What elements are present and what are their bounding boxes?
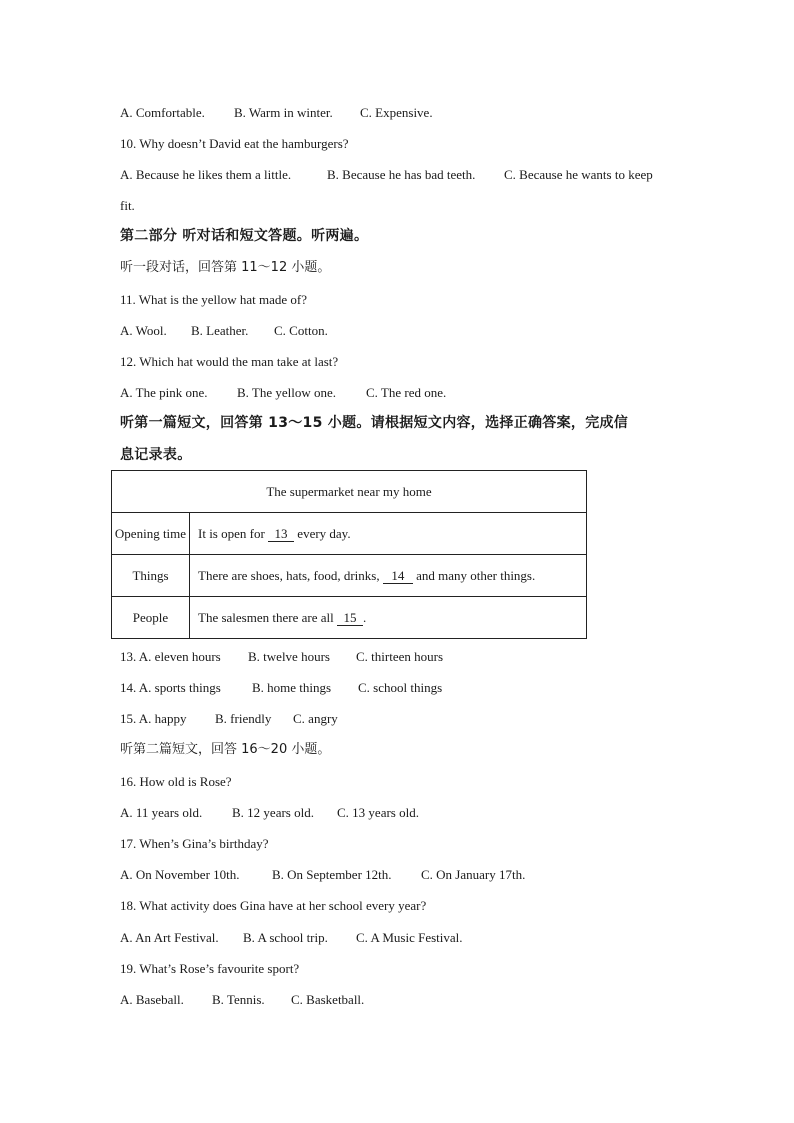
q13-option-c: C. thirteen hours — [356, 649, 444, 664]
table-title: The supermarket near my home — [112, 471, 587, 513]
passage1-instruction-line2: 息记录表。 — [120, 447, 192, 463]
table-title-row — [112, 471, 587, 513]
q11-option-a: A. Wool. — [120, 323, 167, 338]
q18-option-b: B. A school trip. — [243, 930, 328, 945]
passage1-instruction-line1: 听第一篇短文，回答第 13～15 小题。请根据短文内容，选择正确答案，完成信 — [120, 415, 629, 431]
q19-option-a: A. Baseball. — [120, 992, 184, 1007]
q17-option-b: B. On September 12th. — [272, 867, 392, 882]
part2-instruction: 听一段对话，回答第 11～12 小题。 — [120, 260, 331, 275]
q10-option-c-continuation: fit. — [120, 198, 135, 213]
q14-option-b: B. home things — [252, 680, 332, 695]
q10-question: 10. Why doesn’t David eat the hamburgers? — [120, 136, 349, 151]
q16-question: 16. How old is Rose? — [120, 774, 232, 789]
q12-question: 12. Which hat would the man take at last? — [120, 354, 339, 369]
part2-heading: 第二部分 听对话和短文答题。听两遍。 — [120, 228, 369, 244]
row-text-before: The salesmen there are all — [198, 609, 337, 625]
q10-option-a: A. Because he likes them a little. — [120, 167, 292, 182]
table-row — [112, 597, 587, 639]
q9-option-b: B. Warm in winter. — [234, 105, 333, 120]
q18-option-a: A. An Art Festival. — [120, 930, 219, 945]
q15-option-c: C. angry — [293, 711, 338, 726]
q9-option-c: C. Expensive. — [360, 105, 433, 120]
row-text-before: There are shoes, hats, food, drinks, — [198, 567, 383, 583]
row-label-things: Things — [112, 555, 190, 597]
q10-option-c: C. Because he wants to keep — [504, 167, 653, 182]
q11-option-c: C. Cotton. — [274, 323, 328, 338]
q10-option-b: B. Because he has bad teeth. — [327, 167, 476, 182]
table-row — [112, 555, 587, 597]
q16-option-c: C. 13 years old. — [337, 805, 419, 820]
q13-option-a: 13. A. eleven hours — [120, 649, 221, 664]
passage2-instruction: 听第二篇短文，回答 16～20 小题。 — [120, 742, 331, 757]
q19-option-b: B. Tennis. — [212, 992, 265, 1007]
q19-option-c: C. Basketball. — [291, 992, 365, 1007]
row-content-opening-time — [190, 513, 587, 555]
q12-option-c: C. The red one. — [366, 385, 447, 400]
q19-question: 19. What’s Rose’s favourite sport? — [120, 961, 300, 976]
q17-question: 17. When’s Gina’s birthday? — [120, 836, 269, 851]
q12-option-b: B. The yellow one. — [237, 385, 337, 400]
q16-option-a: A. 11 years old. — [120, 805, 203, 820]
q15-option-a: 15. A. happy — [120, 711, 187, 726]
answer-blank-15: 15 — [337, 611, 363, 626]
q16-option-b: B. 12 years old. — [232, 805, 314, 820]
row-label-opening-time: Opening time — [112, 513, 190, 555]
answer-blank-14: 14 — [383, 569, 413, 584]
q11-question: 11. What is the yellow hat made of? — [120, 292, 308, 307]
q18-question: 18. What activity does Gina have at her school every year? — [120, 898, 427, 913]
q13-option-b: B. twelve hours — [248, 649, 330, 664]
row-text-after: and many other things. — [412, 567, 536, 583]
q17-option-a: A. On November 10th. — [120, 867, 240, 882]
info-record-table — [111, 470, 587, 639]
table-row — [112, 513, 587, 555]
q15-option-b: B. friendly — [215, 711, 272, 726]
q17-option-c: C. On January 17th. — [421, 867, 526, 882]
row-text-before: It is open for — [198, 525, 269, 541]
q18-option-c: C. A Music Festival. — [356, 930, 463, 945]
q9-option-a: A. Comfortable. — [120, 105, 205, 120]
answer-blank-13: 13 — [268, 527, 294, 542]
q14-option-a: 14. A. sports things — [120, 680, 221, 695]
row-text-after: . — [362, 609, 367, 625]
q14-option-c: C. school things — [358, 680, 443, 695]
row-label-people: People — [112, 597, 190, 639]
q11-option-b: B. Leather. — [191, 323, 249, 338]
row-text-after: every day. — [294, 525, 351, 541]
row-content-people — [190, 597, 587, 639]
row-content-things — [190, 555, 587, 597]
q12-option-a: A. The pink one. — [120, 385, 208, 400]
